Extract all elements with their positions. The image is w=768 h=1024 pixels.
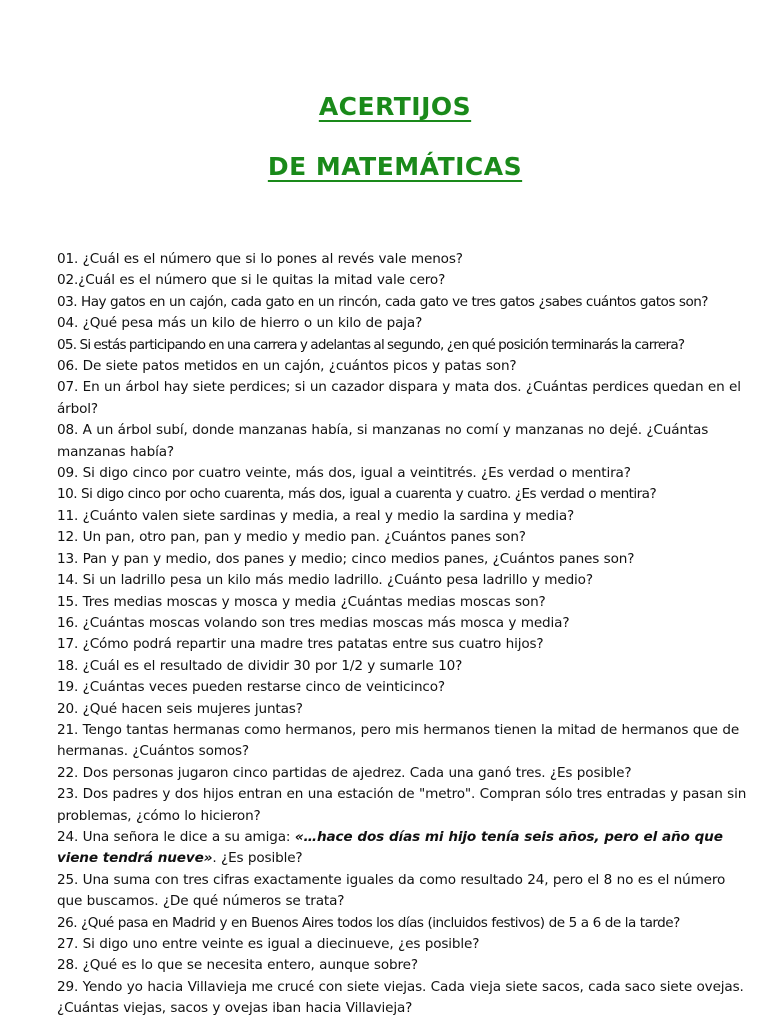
riddle-07: 07. En un árbol hay siete perdices; si un cazador dispara y mata dos. ¿Cuántas perdices quedan en el árbol?	[57, 379, 741, 417]
riddle-20: 20. ¿Qué hacen seis mujeres juntas?	[57, 700, 303, 717]
riddle-25: 25. Una suma con tres cifras exactamente iguales da como resultado 24, pero el 8 no es el número que buscamos. ¿De qué números se trata?	[57, 871, 726, 910]
riddle-04: 04. ¿Qué pesa más un kilo de hierro o un kilo de paja?	[57, 315, 423, 332]
riddle-05: 05. Si estás participando en una carrera y adelantas al segundo, ¿en qué posición terminarás la carrera?	[57, 336, 685, 353]
riddle-22: 22. Dos personas jugaron cinco partidas de ajedrez. Cada una ganó tres. ¿Es posible?	[57, 764, 632, 781]
title-line-1: ACERTIJOS	[318, 92, 472, 121]
riddle-18: 18. ¿Cuál es el resultado de dividir 30 por 1/2 y sumarle 10?	[57, 657, 463, 674]
riddle-16: 16. ¿Cuántas moscas volando son tres medias moscas más mosca y media?	[57, 614, 570, 631]
riddle-03: 03. Hay gatos en un cajón, cada gato en un rincón, cada gato ve tres gatos ¿sabes cuántos gatos son?	[57, 293, 708, 310]
riddle-12: 12. Un pan, otro pan, pan y medio y medio pan. ¿Cuántos panes son?	[57, 529, 526, 546]
riddle-13: 13. Pan y pan y medio, dos panes y medio; cinco medios panes, ¿Cuántos panes son?	[57, 550, 635, 567]
riddle-24-quote: «…hace dos días mi hijo tenía seis años, pero el año que viene tendrá nueve»	[57, 828, 723, 867]
riddle-08: 08. A un árbol subí, donde manzanas había, si manzanas no comí y manzanas no dejé. ¿Cuántas manzanas había?	[57, 422, 709, 460]
riddle-17: 17. ¿Cómo podrá repartir una madre tres patatas entre sus cuatro hijos?	[57, 636, 544, 653]
riddle-21: 21. Tengo tantas hermanas como hermanos, pero mis hermanos tienen la mitad de hermanos que de hermanas. ¿Cuántos somos?	[57, 721, 740, 760]
riddle-11: 11. ¿Cuánto valen siete sardinas y media, a real y medio la sardina y media?	[57, 507, 575, 524]
riddle-29: 29. Yendo yo hacia Villavieja me crucé con siete viejas. Cada vieja siete sacos, cada saco siete ovejas. ¿Cuántas viejas, sacos y ovejas iban hacia Villavieja?	[57, 978, 744, 1017]
riddle-28: 28. ¿Qué es lo que se necesita entero, aunque sobre?	[57, 957, 418, 974]
riddle-list	[57, 249, 747, 1020]
riddle-01: 01. ¿Cuál es el número que si lo pones al revés vale menos?	[57, 251, 463, 267]
riddle-10: 10. Si digo cinco por ocho cuarenta, más dos, igual a cuarenta y cuatro. ¿Es verdad o mentira?	[57, 486, 657, 503]
riddle-24-prefix: 24. Una señora le dice a su amiga:	[57, 828, 295, 845]
riddle-24-suffix: . ¿Es posible?	[212, 850, 303, 867]
riddle-06: 06. De siete patos metidos en un cajón, ¿cuántos picos y patas son?	[57, 358, 517, 375]
riddle-09: 09. Si digo cinco por cuatro veinte, más dos, igual a veintitrés. ¿Es verdad o mentira?	[57, 465, 631, 482]
title-line-2: DE MATEMÁTICAS	[267, 152, 523, 181]
riddle-14: 14. Si un ladrillo pesa un kilo más medio ladrillo. ¿Cuánto pesa ladrillo y medio?	[57, 572, 593, 589]
riddle-19: 19. ¿Cuántas veces pueden restarse cinco de veinticinco?	[57, 679, 445, 696]
riddle-24	[57, 827, 747, 870]
riddle-26: 26. ¿Qué pasa en Madrid y en Buenos Aires todos los días (incluidos festivos) de 5 a 6 de la tarde?	[57, 914, 680, 931]
riddle-27: 27. Si digo uno entre veinte es igual a diecinueve, ¿es posible?	[57, 936, 480, 952]
riddle-02: 02.¿Cuál es el número que si le quitas la mitad vale cero?	[57, 272, 446, 289]
riddle-15: 15. Tres medias moscas y mosca y media ¿Cuántas medias moscas son?	[57, 593, 546, 610]
riddle-23: 23. Dos padres y dos hijos entran en una estación de "metro". Compran sólo tres entradas y pasan sin problemas, ¿cómo lo hicieron?	[57, 786, 747, 824]
